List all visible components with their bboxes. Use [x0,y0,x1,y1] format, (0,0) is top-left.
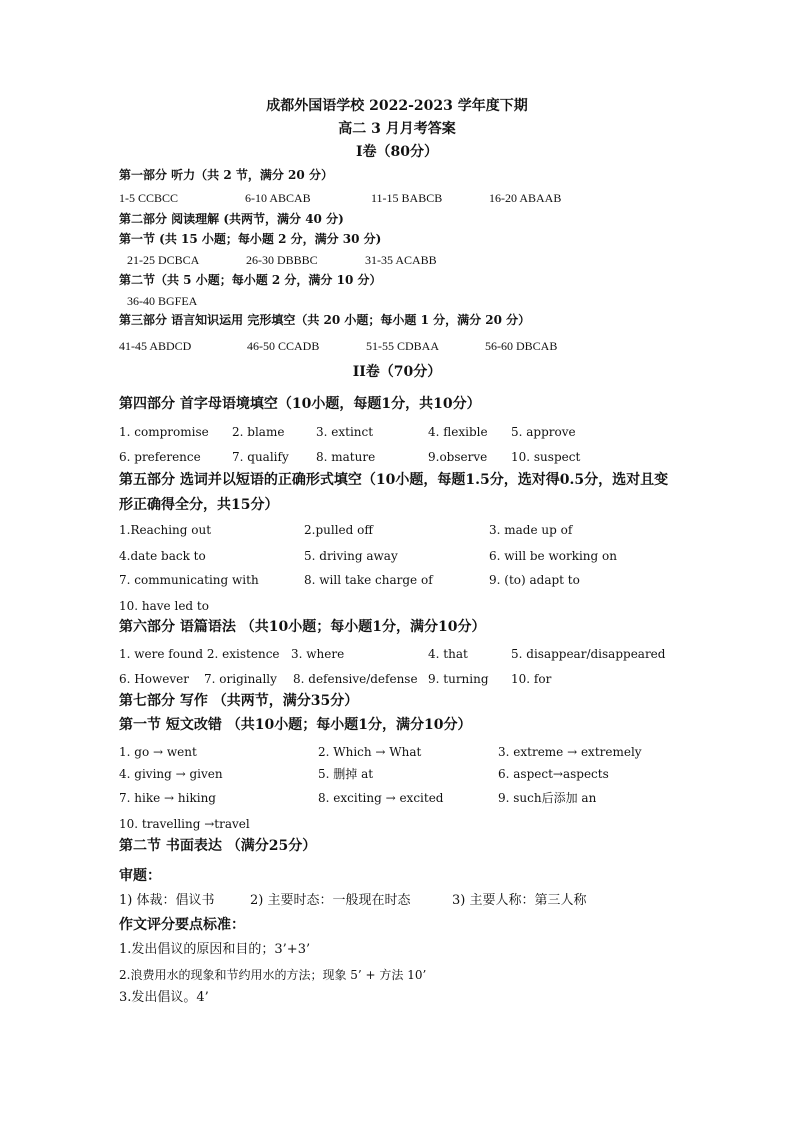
criteria-item: 3.发出倡议。4’ [119,990,209,1005]
part4-answer: 5. approve [511,425,576,439]
part7-correction: 8. exciting → excited [318,791,444,805]
part1-answer: 6-10 ABCAB [245,191,311,205]
part4-answer: 9.observe [428,450,488,464]
part6-answer: 5. disappear/disappeared [511,647,666,661]
part6-answer: 9. turning [428,672,489,686]
criteria-label: 作文评分要点标准： [119,917,245,933]
part6-answer: 10. for [511,672,552,686]
part4-answer: 2. blame [232,425,285,439]
part3-answer: 56-60 DBCAB [485,339,558,353]
part6-answer: 8. defensive/defense [293,672,418,686]
part5-answer: 8. will take charge of [304,573,433,587]
part1-answer: 1-5 CCBCC [119,191,179,205]
part5-heading: 第五部分 选词并以短语的正确形式填空（10小题，每题1.5分，选对得0.5分，选对且变 [119,472,669,488]
part7-section1-heading: 第一节 短文改错 （共10小题；每小题1分，满分10分） [119,717,472,733]
part5-answer: 4.date back to [119,549,206,563]
part6-answer: 6. However [119,672,189,686]
part2-section1-heading: 第一节 (共 15 小题；每小题 2 分，满分 30 分) [119,232,382,246]
part5-heading-cont: 形正确得全分，共15分） [119,497,279,513]
part2-section1-answer: 21-25 DCBCA [127,253,200,267]
part7-correction: 10. travelling →travel [119,817,250,831]
part7-heading: 第七部分 写作 （共两节，满分35分） [119,693,359,709]
part2-section1-answer: 26-30 DBBBC [246,253,318,267]
part7-correction: 6. aspect→aspects [498,767,609,781]
review-label: 审题： [119,868,161,884]
part1-answer: 16-20 ABAAB [489,191,562,205]
part4-answer: 1. compromise [119,425,209,439]
part4-answer: 10. suspect [511,450,581,464]
criteria-item: 2.浪费用水的现象和节约用水的方法；现象 5’ + 方法 10’ [119,968,427,982]
part7-section2-heading: 第二节 书面表达 （满分25分） [119,838,317,854]
part3-answer: 51-55 CDBAA [366,339,440,353]
exam-line: 高二 3 月月考答案 [338,121,456,137]
part7-correction: 7. hike → hiking [119,791,216,805]
criteria-item: 1.发出倡议的原因和目的；3’+3’ [119,942,311,957]
part4-answer: 8. mature [316,450,376,464]
review-item: 2) 主要时态：一般现在时态 [250,893,411,908]
review-item: 3) 主要人称：第三人称 [452,893,587,908]
review-item: 1) 体裁：倡议书 [119,893,215,908]
part2-section1-answer: 31-35 ACABB [365,253,437,267]
part7-correction: 2. Which → What [318,745,422,759]
part7-correction: 1. go → went [119,745,197,759]
part3-answer: 41-45 ABDCD [119,339,192,353]
volume2-title: II卷（70分） [352,364,442,380]
part6-heading: 第六部分 语篇语法 （共10小题；每小题1分，满分10分） [119,619,486,635]
part7-correction: 9. such后添加 an [498,791,597,805]
part1-heading: 第一部分 听力（共 2 节，满分 20 分） [119,168,333,182]
part7-correction: 4. giving → given [119,767,223,781]
part6-answer: 7. originally [204,672,277,686]
part6-answer: 1. were found 2. existence [119,647,280,661]
volume1-title: I卷（80分） [355,144,439,160]
school-line: 成都外国语学校 2022-2023 学年度下期 [266,98,528,114]
part5-answer: 1.Reaching out [119,523,212,537]
part3-answer: 46-50 CCADB [247,339,320,353]
part5-answer: 7. communicating with [119,573,259,587]
part5-answer: 10. have led to [119,599,209,613]
part2-heading: 第二部分 阅读理解 (共两节，满分 40 分) [119,212,344,226]
part5-answer: 3. made up of [489,523,573,537]
part4-answer: 7. qualify [232,450,289,464]
part7-correction: 5. 删掉 at [318,767,374,781]
part2-section2-heading: 第二节（共 5 小题；每小题 2 分，满分 10 分） [119,273,382,287]
part4-heading: 第四部分 首字母语境填空（10小题，每题1分，共10分） [119,396,481,412]
part6-answer: 4. that [428,647,468,661]
part4-answer: 4. flexible [428,425,488,439]
part5-answer: 9. (to) adapt to [489,573,580,587]
part7-correction: 3. extreme → extremely [498,745,642,759]
part6-answer: 3. where [291,647,345,661]
part5-answer: 2.pulled off [304,523,373,537]
part4-answer: 3. extinct [316,425,374,439]
part2-section2-answer: 36-40 BGFEA [127,294,198,308]
part5-answer: 6. will be working on [489,549,617,563]
part3-heading: 第三部分 语言知识运用 完形填空（共 20 小题；每小题 1 分，满分 20 分） [119,313,531,327]
part1-answer: 11-15 BABCB [371,191,443,205]
part5-answer: 5. driving away [304,549,398,563]
part4-answer: 6. preference [119,450,201,464]
